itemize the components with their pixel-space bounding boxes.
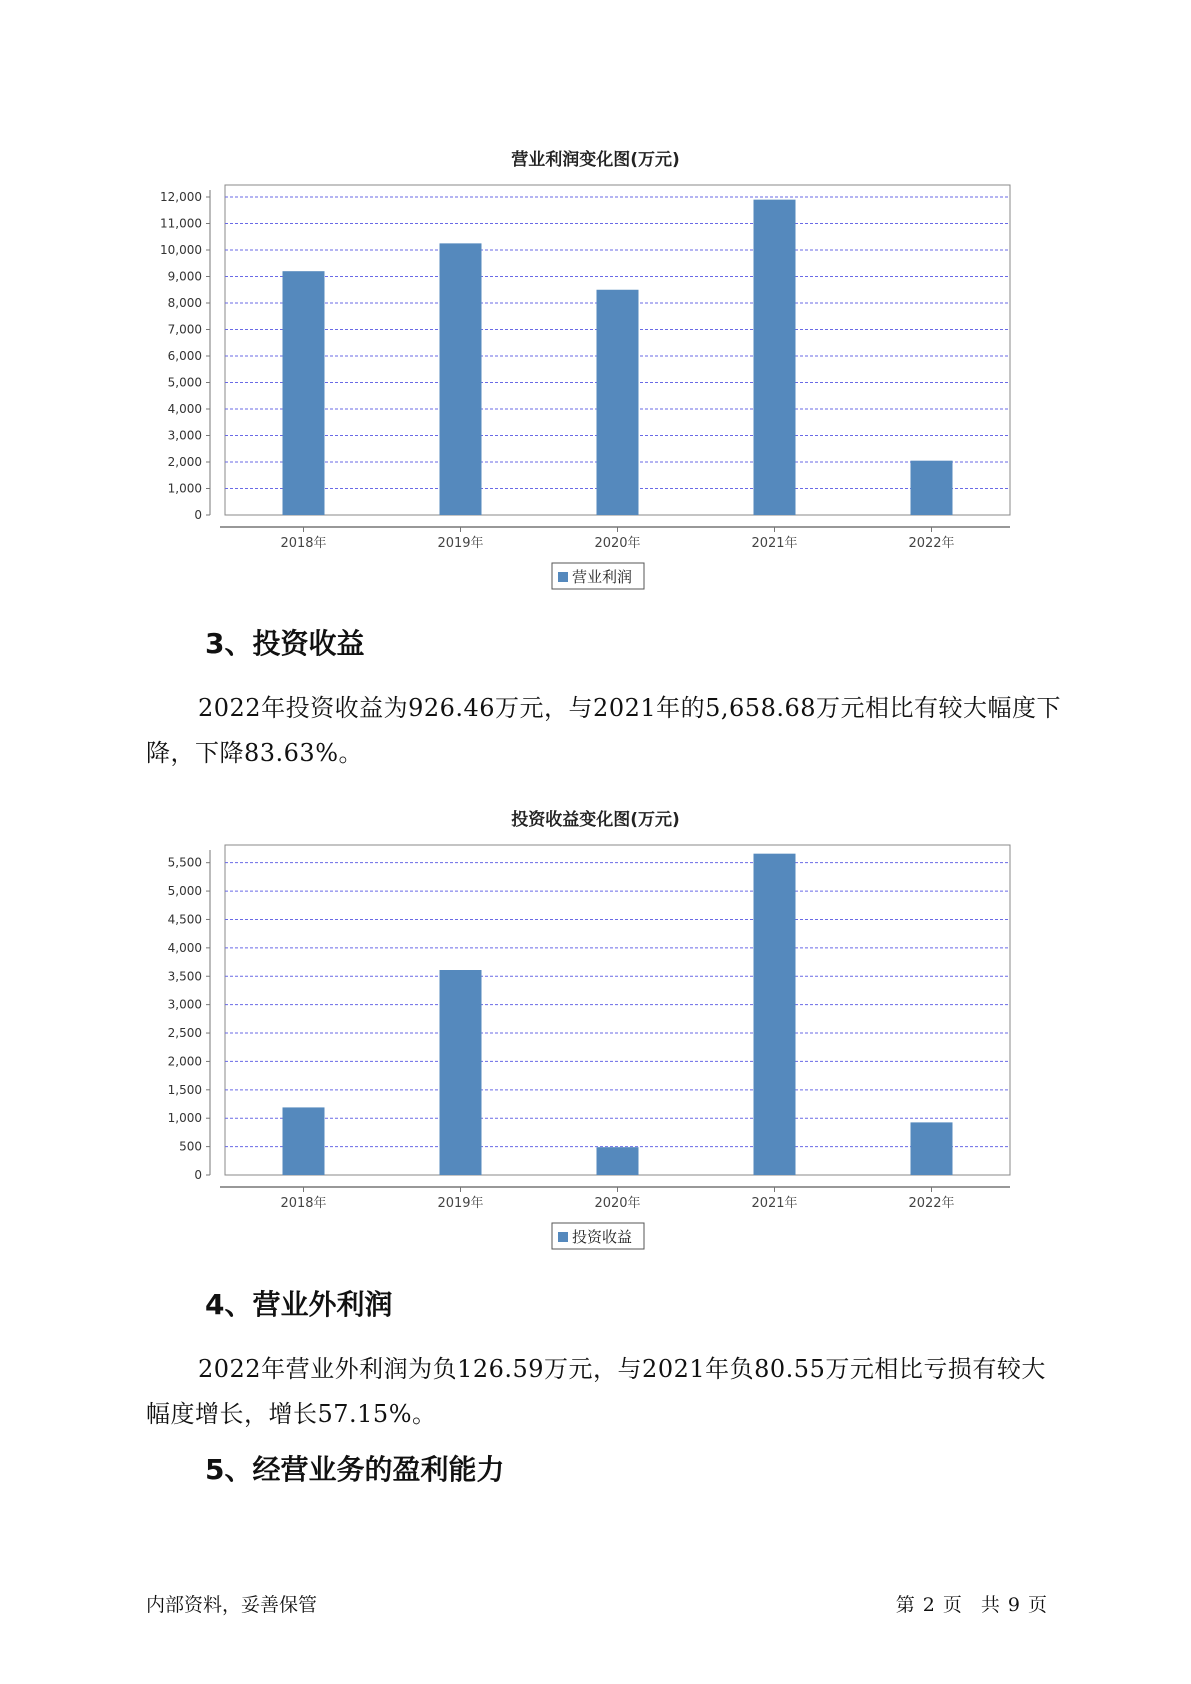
y-tick-label: 10,000 xyxy=(160,243,202,257)
page-mid: 页 共 xyxy=(942,1594,1000,1616)
y-tick-label: 1,500 xyxy=(167,1082,202,1097)
plot-area xyxy=(225,845,1010,1175)
x-tick-label: 2022年 xyxy=(908,536,955,551)
y-tick-label: 8,000 xyxy=(167,296,202,310)
footer-confidential-note: 内部资料，妥善保管 xyxy=(146,1594,318,1616)
chart-investment-income xyxy=(0,840,1191,1250)
bar-2022年 xyxy=(911,1122,953,1175)
y-tick-label: 5,500 xyxy=(167,855,202,870)
y-tick-label: 9,000 xyxy=(167,269,202,284)
y-tick-label: 2,000 xyxy=(167,1054,202,1069)
y-tick-label: 2,000 xyxy=(167,455,202,469)
y-tick-label: 6,000 xyxy=(167,349,202,363)
x-tick-label: 2022年 xyxy=(908,1196,955,1211)
bar-2018年 xyxy=(283,1107,325,1175)
y-tick-label: 0 xyxy=(194,508,202,522)
y-tick-label: 1,000 xyxy=(167,481,202,496)
y-tick-label: 3,000 xyxy=(167,997,202,1012)
bar-2022年 xyxy=(911,461,953,515)
bar-2020年 xyxy=(597,290,639,515)
chart-operating-profit-svg xyxy=(0,180,1191,590)
legend-label: 投资收益 xyxy=(572,1228,633,1246)
x-tick-label: 2020年 xyxy=(594,536,641,551)
y-tick-label: 2,500 xyxy=(167,1026,202,1041)
legend-label: 营业利润 xyxy=(572,568,633,586)
page-suffix: 页 xyxy=(1027,1594,1047,1616)
chart-title-operating-profit: 营业利润变化图(万元) xyxy=(511,150,680,170)
footer-page-number xyxy=(892,1590,1051,1617)
page-total: 9 xyxy=(1007,1594,1020,1616)
paragraph-investment-income: 2022年投资收益为926.46万元，与2021年的5,658.68万元相比有较大幅度下降，下降83.63%。 xyxy=(146,694,1062,767)
page-current: 2 xyxy=(922,1594,935,1616)
bar-2020年 xyxy=(597,1147,639,1175)
chart-title-investment-income: 投资收益变化图(万元) xyxy=(511,810,680,830)
legend-swatch xyxy=(558,572,568,582)
y-tick-label: 500 xyxy=(179,1139,202,1154)
paragraph-non-operating-profit: 2022年营业外利润为负126.59万元，与2021年负80.55万元相比亏损有较大幅度增长，增长57.15%。 xyxy=(146,1355,1046,1428)
x-tick-label: 2018年 xyxy=(280,1196,327,1211)
bar-2021年 xyxy=(754,854,796,1175)
x-tick-label: 2019年 xyxy=(437,536,484,551)
y-tick-label: 4,500 xyxy=(167,912,202,927)
y-tick-label: 12,000 xyxy=(160,190,202,204)
y-tick-label: 4,000 xyxy=(167,402,202,416)
y-tick-label: 3,500 xyxy=(167,969,202,984)
chart-investment-income-svg xyxy=(0,840,1191,1250)
chart-operating-profit xyxy=(0,180,1191,590)
x-tick-label: 2021年 xyxy=(751,536,798,551)
bar-2019年 xyxy=(440,970,482,1175)
bar-2019年 xyxy=(440,243,482,515)
y-tick-label: 1,000 xyxy=(167,1111,202,1126)
section-heading-profitability: 5、经营业务的盈利能力 xyxy=(205,1453,505,1486)
x-tick-label: 2021年 xyxy=(751,1196,798,1211)
page-prefix: 第 xyxy=(895,1594,915,1616)
y-tick-label: 3,000 xyxy=(167,428,202,443)
y-tick-label: 5,000 xyxy=(167,375,202,390)
x-tick-label: 2019年 xyxy=(437,1196,484,1211)
bar-2018年 xyxy=(283,271,325,515)
section-heading-non-operating-profit: 4、营业外利润 xyxy=(205,1288,393,1321)
y-tick-label: 4,000 xyxy=(167,940,202,955)
y-tick-label: 5,000 xyxy=(167,884,202,899)
y-tick-label: 7,000 xyxy=(167,322,202,337)
bar-2021年 xyxy=(754,200,796,515)
section-heading-investment-income: 3、投资收益 xyxy=(205,627,365,660)
y-tick-label: 0 xyxy=(194,1168,202,1182)
y-tick-label: 11,000 xyxy=(160,216,202,231)
legend-swatch xyxy=(558,1232,568,1242)
x-tick-label: 2020年 xyxy=(594,1196,641,1211)
x-tick-label: 2018年 xyxy=(280,536,327,551)
